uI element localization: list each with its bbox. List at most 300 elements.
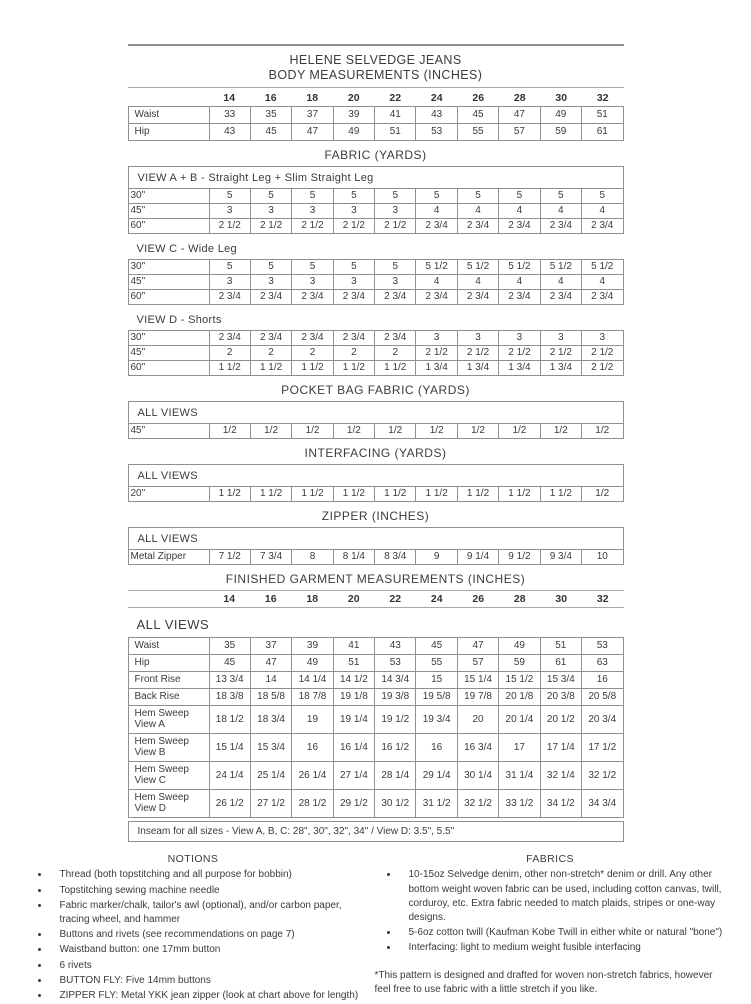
value-cell: 4	[540, 203, 581, 218]
value-cell: 1 1/2	[457, 486, 498, 501]
value-cell: 47	[499, 106, 540, 123]
value-cell: 3	[333, 203, 374, 218]
table-row	[128, 705, 623, 733]
size-label: 22	[375, 90, 417, 106]
page-title-line1: HELENE SELVEDGE JEANS	[128, 53, 624, 68]
row-label: 45"	[128, 423, 209, 438]
row-label: 30"	[128, 188, 209, 203]
value-cell: 19 7/8	[457, 688, 498, 705]
value-cell: 5	[209, 259, 250, 274]
table-row	[128, 203, 623, 218]
size-label: 28	[499, 591, 541, 607]
value-cell: 2	[375, 345, 416, 360]
row-label: 45"	[128, 345, 209, 360]
value-cell: 2 1/2	[499, 345, 540, 360]
value-cell: 3	[209, 274, 250, 289]
value-cell: 2 3/4	[292, 330, 333, 345]
pocket-bag-table	[128, 401, 624, 439]
value-cell: 2 3/4	[250, 330, 291, 345]
value-cell: 1 3/4	[416, 360, 457, 375]
table-row	[128, 789, 623, 817]
table-row	[128, 486, 623, 501]
body-measurements-table	[128, 106, 624, 141]
row-label: Waist	[128, 106, 209, 123]
value-cell: 2 3/4	[333, 330, 374, 345]
value-cell: 5	[292, 188, 333, 203]
value-cell: 34 3/4	[582, 789, 623, 817]
value-cell: 9	[416, 549, 457, 564]
value-cell: 4	[499, 203, 540, 218]
value-cell: 3	[499, 330, 540, 345]
value-cell: 2 1/2	[375, 218, 416, 233]
group-title-view-ab: VIEW A + B - Straight Leg + Slim Straight Leg	[128, 166, 623, 188]
value-cell: 5 1/2	[499, 259, 540, 274]
size-label: 32	[582, 591, 624, 607]
value-cell: 4	[416, 274, 457, 289]
value-cell: 16 1/4	[333, 733, 374, 761]
value-cell: 1 3/4	[457, 360, 498, 375]
value-cell: 9 1/4	[457, 549, 498, 564]
table-row	[128, 188, 623, 203]
table-group-header	[128, 166, 623, 188]
value-cell: 5 1/2	[582, 259, 623, 274]
finished-all-views-label: ALL VIEWS	[128, 617, 624, 632]
value-cell: 2 3/4	[540, 289, 581, 304]
value-cell: 2 3/4	[375, 330, 416, 345]
value-cell: 18 3/4	[250, 705, 291, 733]
value-cell: 51	[375, 123, 416, 140]
value-cell: 32 1/4	[540, 761, 581, 789]
table-row	[128, 688, 623, 705]
table-row	[128, 671, 623, 688]
value-cell: 20 1/4	[499, 705, 540, 733]
list-item: • ZIPPER FLY: Metal YKK jean zipper (look at chart above for length)	[50, 989, 361, 1003]
value-cell: 1/2	[582, 423, 623, 438]
row-label: Hem Sweep View D	[128, 789, 209, 817]
top-divider	[128, 44, 624, 46]
value-cell: 1/2	[582, 486, 623, 501]
size-label: 20	[333, 591, 375, 607]
value-cell: 39	[333, 106, 374, 123]
group-title-all-views: ALL VIEWS	[128, 401, 623, 423]
value-cell: 35	[209, 637, 250, 654]
value-cell: 28 1/4	[375, 761, 416, 789]
table-group-header	[128, 464, 623, 486]
group-title-view-c: VIEW C - Wide Leg	[128, 243, 624, 255]
row-label: 45"	[128, 203, 209, 218]
value-cell: 1/2	[540, 423, 581, 438]
row-label: 20"	[128, 486, 209, 501]
value-cell: 1/2	[457, 423, 498, 438]
table-row	[128, 330, 623, 345]
value-cell: 5	[250, 259, 291, 274]
section-heading-finished: FINISHED GARMENT MEASUREMENTS (INCHES)	[128, 572, 624, 586]
value-cell: 41	[375, 106, 416, 123]
notions-column	[26, 852, 361, 1004]
value-cell: 20 3/8	[540, 688, 581, 705]
value-cell: 53	[375, 654, 416, 671]
value-cell: 2	[209, 345, 250, 360]
value-cell: 49	[499, 637, 540, 654]
value-cell: 59	[540, 123, 581, 140]
value-cell: 5	[416, 188, 457, 203]
value-cell: 3	[375, 203, 416, 218]
value-cell: 1 3/4	[499, 360, 540, 375]
row-label: 30"	[128, 330, 209, 345]
row-label: 60"	[128, 360, 209, 375]
row-label: Hem Sweep View A	[128, 705, 209, 733]
value-cell: 15	[416, 671, 457, 688]
value-cell: 32 1/2	[457, 789, 498, 817]
value-cell: 19 1/8	[333, 688, 374, 705]
value-cell: 5 1/2	[457, 259, 498, 274]
value-cell: 1 1/2	[292, 486, 333, 501]
value-cell: 1 1/2	[499, 486, 540, 501]
value-cell: 17 1/2	[582, 733, 623, 761]
value-cell: 37	[292, 106, 333, 123]
value-cell: 30 1/2	[375, 789, 416, 817]
value-cell: 53	[582, 637, 623, 654]
value-cell: 1 1/2	[416, 486, 457, 501]
row-label: Hip	[128, 654, 209, 671]
value-cell: 2	[250, 345, 291, 360]
group-title-all-views: ALL VIEWS	[128, 527, 623, 549]
value-cell: 16 3/4	[457, 733, 498, 761]
value-cell: 16	[292, 733, 333, 761]
value-cell: 1/2	[292, 423, 333, 438]
table-group-header	[128, 401, 623, 423]
value-cell: 33	[209, 106, 250, 123]
value-cell: 2 1/2	[540, 345, 581, 360]
value-cell: 32 1/2	[582, 761, 623, 789]
value-cell: 26 1/4	[292, 761, 333, 789]
value-cell: 57	[499, 123, 540, 140]
table-row	[128, 123, 623, 140]
value-cell: 2 3/4	[540, 218, 581, 233]
body-sizes-header	[128, 90, 624, 106]
value-cell: 31 1/4	[499, 761, 540, 789]
interfacing-table	[128, 464, 624, 502]
value-cell: 2 3/4	[499, 289, 540, 304]
value-cell: 33 1/2	[499, 789, 540, 817]
size-label: 30	[541, 90, 583, 106]
section-heading-fabric: FABRIC (YARDS)	[128, 148, 624, 162]
value-cell: 2 3/4	[416, 289, 457, 304]
value-cell: 59	[499, 654, 540, 671]
finished-measurements-table	[128, 637, 624, 818]
value-cell: 2 3/4	[209, 330, 250, 345]
value-cell: 1 1/2	[333, 360, 374, 375]
value-cell: 28 1/2	[292, 789, 333, 817]
value-cell: 14 3/4	[375, 671, 416, 688]
row-label: Back Rise	[128, 688, 209, 705]
value-cell: 2 3/4	[292, 289, 333, 304]
value-cell: 43	[416, 106, 457, 123]
value-cell: 2 3/4	[457, 289, 498, 304]
list-item: • Interfacing: light to medium weight fusible interfacing	[399, 941, 726, 955]
value-cell: 2 3/4	[582, 218, 623, 233]
value-cell: 14	[250, 671, 291, 688]
value-cell: 1 1/2	[209, 360, 250, 375]
value-cell: 3	[333, 274, 374, 289]
notions-list	[26, 868, 361, 1003]
value-cell: 31 1/2	[416, 789, 457, 817]
table-row	[128, 637, 623, 654]
table-row	[128, 654, 623, 671]
value-cell: 3	[209, 203, 250, 218]
table-row	[128, 761, 623, 789]
value-cell: 20 3/4	[582, 705, 623, 733]
value-cell: 4	[582, 203, 623, 218]
value-cell: 3	[250, 274, 291, 289]
value-cell: 2 3/4	[416, 218, 457, 233]
value-cell: 34 1/2	[540, 789, 581, 817]
value-cell: 37	[250, 637, 291, 654]
tables-column	[128, 0, 624, 842]
value-cell: 15 1/2	[499, 671, 540, 688]
value-cell: 16	[582, 671, 623, 688]
value-cell: 30 1/4	[457, 761, 498, 789]
value-cell: 2 1/2	[416, 345, 457, 360]
list-item: • BUTTON FLY: Five 14mm buttons	[50, 974, 361, 988]
value-cell: 61	[582, 123, 623, 140]
row-label: Waist	[128, 637, 209, 654]
value-cell: 3	[250, 203, 291, 218]
value-cell: 1 1/2	[209, 486, 250, 501]
row-label: Metal Zipper	[128, 549, 209, 564]
value-cell: 1 3/4	[540, 360, 581, 375]
section-heading-pocket-bag: POCKET BAG FABRIC (YARDS)	[128, 383, 624, 397]
table-row	[128, 289, 623, 304]
value-cell: 43	[375, 637, 416, 654]
table-row	[128, 274, 623, 289]
title-divider	[128, 87, 624, 88]
value-cell: 1/2	[375, 423, 416, 438]
size-label: 24	[416, 591, 458, 607]
value-cell: 1 1/2	[250, 360, 291, 375]
value-cell: 2 3/4	[499, 218, 540, 233]
value-cell: 63	[582, 654, 623, 671]
footer-columns	[26, 852, 726, 1004]
table-row	[128, 423, 623, 438]
value-cell: 2	[292, 345, 333, 360]
size-label: 28	[499, 90, 541, 106]
value-cell: 5	[540, 188, 581, 203]
list-item: • Buttons and rivets (see recommendations on page 7)	[50, 928, 361, 942]
size-label: 32	[582, 90, 624, 106]
table-group-header	[128, 527, 623, 549]
value-cell: 2	[333, 345, 374, 360]
value-cell: 5 1/2	[416, 259, 457, 274]
value-cell: 14 1/2	[333, 671, 374, 688]
fabric-view-c-table	[128, 259, 624, 305]
size-label: 14	[209, 591, 251, 607]
value-cell: 45	[250, 123, 291, 140]
value-cell: 5	[375, 188, 416, 203]
size-label: 26	[458, 90, 500, 106]
page-title-line2: BODY MEASUREMENTS (INCHES)	[128, 68, 624, 83]
value-cell: 55	[416, 654, 457, 671]
value-cell: 20 1/8	[499, 688, 540, 705]
value-cell: 45	[416, 637, 457, 654]
value-cell: 15 1/4	[209, 733, 250, 761]
value-cell: 1 1/2	[250, 486, 291, 501]
size-label: 18	[292, 591, 334, 607]
value-cell: 47	[292, 123, 333, 140]
value-cell: 2 3/4	[457, 218, 498, 233]
value-cell: 61	[540, 654, 581, 671]
size-label: 18	[292, 90, 334, 106]
group-title-all-views: ALL VIEWS	[128, 464, 623, 486]
row-label: Hip	[128, 123, 209, 140]
inseam-note: Inseam for all sizes - View A, B, C: 28", 30", 32", 34" / View D: 3.5", 5.5"	[128, 821, 624, 842]
table-row	[128, 549, 623, 564]
value-cell: 2 3/4	[333, 289, 374, 304]
value-cell: 19 1/4	[333, 705, 374, 733]
value-cell: 16 1/2	[375, 733, 416, 761]
value-cell: 5	[292, 259, 333, 274]
size-label: 24	[416, 90, 458, 106]
list-item: • Fabric marker/chalk, tailor's awl (optional), and/or carbon paper, tracing wheel, and hammer	[50, 899, 361, 927]
value-cell: 1 1/2	[292, 360, 333, 375]
size-label: 30	[541, 591, 583, 607]
zipper-table	[128, 527, 624, 565]
value-cell: 4	[457, 203, 498, 218]
value-cell: 5	[457, 188, 498, 203]
value-cell: 15 3/4	[540, 671, 581, 688]
value-cell: 5	[209, 188, 250, 203]
value-cell: 1/2	[416, 423, 457, 438]
value-cell: 57	[457, 654, 498, 671]
value-cell: 19 5/8	[416, 688, 457, 705]
value-cell: 2 3/4	[209, 289, 250, 304]
value-cell: 51	[540, 637, 581, 654]
value-cell: 49	[292, 654, 333, 671]
value-cell: 8 1/4	[333, 549, 374, 564]
sizes-row	[128, 591, 624, 607]
value-cell: 18 7/8	[292, 688, 333, 705]
fabrics-heading: FABRICS	[375, 852, 726, 867]
value-cell: 2 1/2	[582, 360, 623, 375]
value-cell: 4	[499, 274, 540, 289]
value-cell: 25 1/4	[250, 761, 291, 789]
value-cell: 2 1/2	[582, 345, 623, 360]
value-cell: 20	[457, 705, 498, 733]
sizes-row	[128, 90, 624, 106]
value-cell: 18 5/8	[250, 688, 291, 705]
finished-sizes-divider-bottom	[128, 607, 624, 608]
finished-sizes-header	[128, 591, 624, 607]
value-cell: 4	[416, 203, 457, 218]
value-cell: 1 1/2	[375, 360, 416, 375]
value-cell: 49	[540, 106, 581, 123]
value-cell: 3	[292, 274, 333, 289]
list-item: • Waistband button: one 17mm button	[50, 943, 361, 957]
value-cell: 2 3/4	[250, 289, 291, 304]
value-cell: 1/2	[499, 423, 540, 438]
fabrics-column	[375, 852, 726, 1004]
fabric-view-ab-table	[128, 166, 624, 234]
value-cell: 24 1/4	[209, 761, 250, 789]
value-cell: 16	[416, 733, 457, 761]
value-cell: 18 3/8	[209, 688, 250, 705]
value-cell: 9 3/4	[540, 549, 581, 564]
value-cell: 4	[582, 274, 623, 289]
value-cell: 45	[209, 654, 250, 671]
value-cell: 43	[209, 123, 250, 140]
size-label: 16	[250, 591, 292, 607]
table-row	[128, 345, 623, 360]
value-cell: 14 1/4	[292, 671, 333, 688]
value-cell: 19 3/8	[375, 688, 416, 705]
value-cell: 17 1/4	[540, 733, 581, 761]
value-cell: 2 3/4	[375, 289, 416, 304]
size-label: 16	[250, 90, 292, 106]
value-cell: 17	[499, 733, 540, 761]
page-title	[128, 53, 624, 84]
value-cell: 5 1/2	[540, 259, 581, 274]
value-cell: 2 1/2	[209, 218, 250, 233]
fabric-view-d-table	[128, 330, 624, 376]
value-cell: 10	[582, 549, 623, 564]
value-cell: 3	[292, 203, 333, 218]
list-item: • 10-15oz Selvedge denim, other non-stretch* denim or drill. Any other bottom weight woven fabric can be used, including cotton canvas, twill, corduroy, etc. Extra fabric needed to match plaids, stripes or one-way designs.	[399, 868, 726, 925]
value-cell: 3	[375, 274, 416, 289]
value-cell: 45	[457, 106, 498, 123]
fabrics-list	[375, 868, 726, 955]
value-cell: 3	[540, 330, 581, 345]
stretch-footnote: *This pattern is designed and drafted for woven non-stretch fabrics, however feel free to use fabric with a little stretch if you like.	[375, 969, 726, 997]
value-cell: 5	[375, 259, 416, 274]
value-cell: 2 1/2	[292, 218, 333, 233]
value-cell: 8	[292, 549, 333, 564]
size-label: 14	[209, 90, 251, 106]
value-cell: 5	[333, 259, 374, 274]
list-item: • 5-6oz cotton twill (Kaufman Kobe Twill in either white or natural "bone")	[399, 926, 726, 940]
value-cell: 27 1/2	[250, 789, 291, 817]
value-cell: 35	[250, 106, 291, 123]
list-item: • Topstitching sewing machine needle	[50, 884, 361, 898]
row-label: Front Rise	[128, 671, 209, 688]
table-row	[128, 259, 623, 274]
value-cell: 15 3/4	[250, 733, 291, 761]
value-cell: 5	[250, 188, 291, 203]
row-label: 30"	[128, 259, 209, 274]
value-cell: 5	[582, 188, 623, 203]
row-label: 45"	[128, 274, 209, 289]
section-heading-zipper: ZIPPER (INCHES)	[128, 509, 624, 523]
value-cell: 20 5/8	[582, 688, 623, 705]
list-item: • Thread (both topstitching and all purpose for bobbin)	[50, 868, 361, 882]
value-cell: 9 1/2	[499, 549, 540, 564]
value-cell: 1/2	[333, 423, 374, 438]
value-cell: 3	[457, 330, 498, 345]
value-cell: 51	[333, 654, 374, 671]
value-cell: 2 1/2	[250, 218, 291, 233]
list-item: • 6 rivets	[50, 959, 361, 973]
value-cell: 4	[540, 274, 581, 289]
value-cell: 1/2	[250, 423, 291, 438]
table-row	[128, 106, 623, 123]
value-cell: 19	[292, 705, 333, 733]
table-row	[128, 218, 623, 233]
value-cell: 2 1/2	[457, 345, 498, 360]
value-cell: 2 3/4	[582, 289, 623, 304]
notions-heading: NOTIONS	[26, 852, 361, 867]
value-cell: 20 1/2	[540, 705, 581, 733]
value-cell: 29 1/2	[333, 789, 374, 817]
value-cell: 47	[250, 654, 291, 671]
